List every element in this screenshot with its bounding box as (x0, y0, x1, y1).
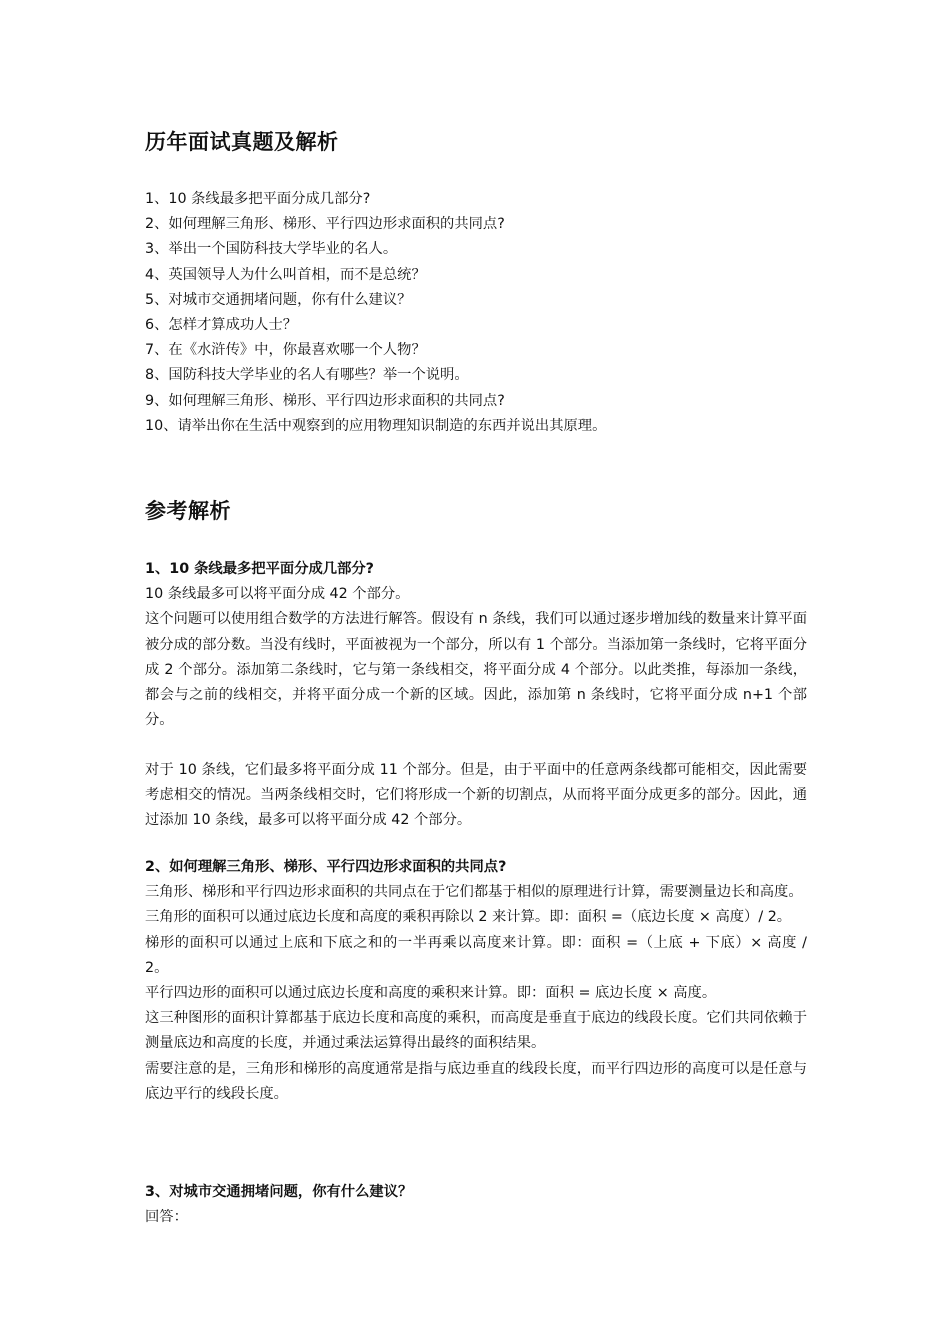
answer-question-title: 3、对城市交通拥堵问题，你有什么建议？ (145, 1184, 413, 1200)
question-item: 6、怎样才算成功人士？ (145, 316, 298, 333)
question-item: 5、对城市交通拥堵问题，你有什么建议？ (145, 291, 412, 308)
answer-paragraph: 平行四边形的面积可以通过底边长度和高度的乘积来计算。即：面积 = 底边长度 × 高度。 (145, 985, 717, 1002)
answer-paragraph: 三角形的面积可以通过底边长度和高度的乘积再除以 2 来计算。即：面积 =（底边长度 × 高度）/ 2。 (145, 909, 792, 926)
section-title-answers: 参考解析 (145, 499, 231, 523)
answer-block-2 (145, 855, 807, 1107)
question-item: 9、如何理解三角形、梯形、平行四边形求面积的共同点? (145, 392, 505, 409)
answer-question-title: 2、如何理解三角形、梯形、平行四边形求面积的共同点? (145, 859, 507, 875)
question-item: 8、国防科技大学毕业的名人有哪些？举一个说明。 (145, 367, 469, 384)
answer-block-1 (145, 557, 807, 733)
question-item: 2、如何理解三角形、梯形、平行四边形求面积的共同点? (145, 216, 505, 233)
answer-paragraph: 梯形的面积可以通过上底和下底之和的一半再乘以高度来计算。即：面积 =（上底 + 下底）× 高度 / 2。 (145, 934, 807, 976)
answer-paragraph: 三角形、梯形和平行四边形求面积的共同点在于它们都基于相似的原理进行计算，需要测量边长和高度。 (145, 884, 803, 901)
answer-block-1-continued (145, 758, 807, 834)
question-item: 1、10 条线最多把平面分成几部分? (145, 191, 371, 207)
answer-paragraph: 这个问题可以使用组合数学的方法进行解答。假设有 n 条线，我们可以通过逐步增加线的数量来计算平面被分成的部分数。当没有线时，平面被视为一个部分，所以有 1 个部分。当添加第一条线时，它将平面分成 2 个部分。添加第二条线时，它与第一条线相交，将平面分成 4 个部分。以此类推，每添加一条线，都会与之前的线相交，并将平面分成一个新的区域。因此，添加第 n 条线时，它将平面分成 n+1 个部分。 (145, 611, 807, 729)
answer-question-title: 1、10 条线最多把平面分成几部分? (145, 561, 374, 577)
question-item: 4、英国领导人为什么叫首相，而不是总统？ (145, 266, 426, 283)
answer-block-3 (145, 1180, 807, 1230)
question-item: 10、请举出你在生活中观察到的应用物理知识制造的东西并说出其原理。 (145, 417, 607, 434)
answer-paragraph: 需要注意的是，三角形和梯形的高度通常是指与底边垂直的线段长度，而平行四边形的高度可以是任意与底边平行的线段长度。 (145, 1060, 807, 1102)
answer-paragraph: 10 条线最多可以将平面分成 42 个部分。 (145, 586, 410, 603)
section-title-questions: 历年面试真题及解析 (145, 130, 339, 154)
question-list (145, 187, 807, 439)
answer-paragraph: 对于 10 条线，它们最多将平面分成 11 个部分。但是，由于平面中的任意两条线都可能相交，因此需要考虑相交的情况。当两条线相交时，它们将形成一个新的切割点，从而将平面分成更多的部分。因此，通过添加 10 条线，最多可以将平面分成 42 个部分。 (145, 762, 807, 829)
answer-paragraph: 这三种图形的面积计算都基于底边长度和高度的乘积，而高度是垂直于底边的线段长度。它们共同依赖于测量底边和高度的长度，并通过乘法运算得出最终的面积结果。 (145, 1010, 807, 1052)
answer-paragraph: 回答： (145, 1209, 188, 1226)
question-item: 3、举出一个国防科技大学毕业的名人。 (145, 241, 398, 258)
question-item: 7、在《水浒传》中，你最喜欢哪一个人物？ (145, 342, 426, 359)
